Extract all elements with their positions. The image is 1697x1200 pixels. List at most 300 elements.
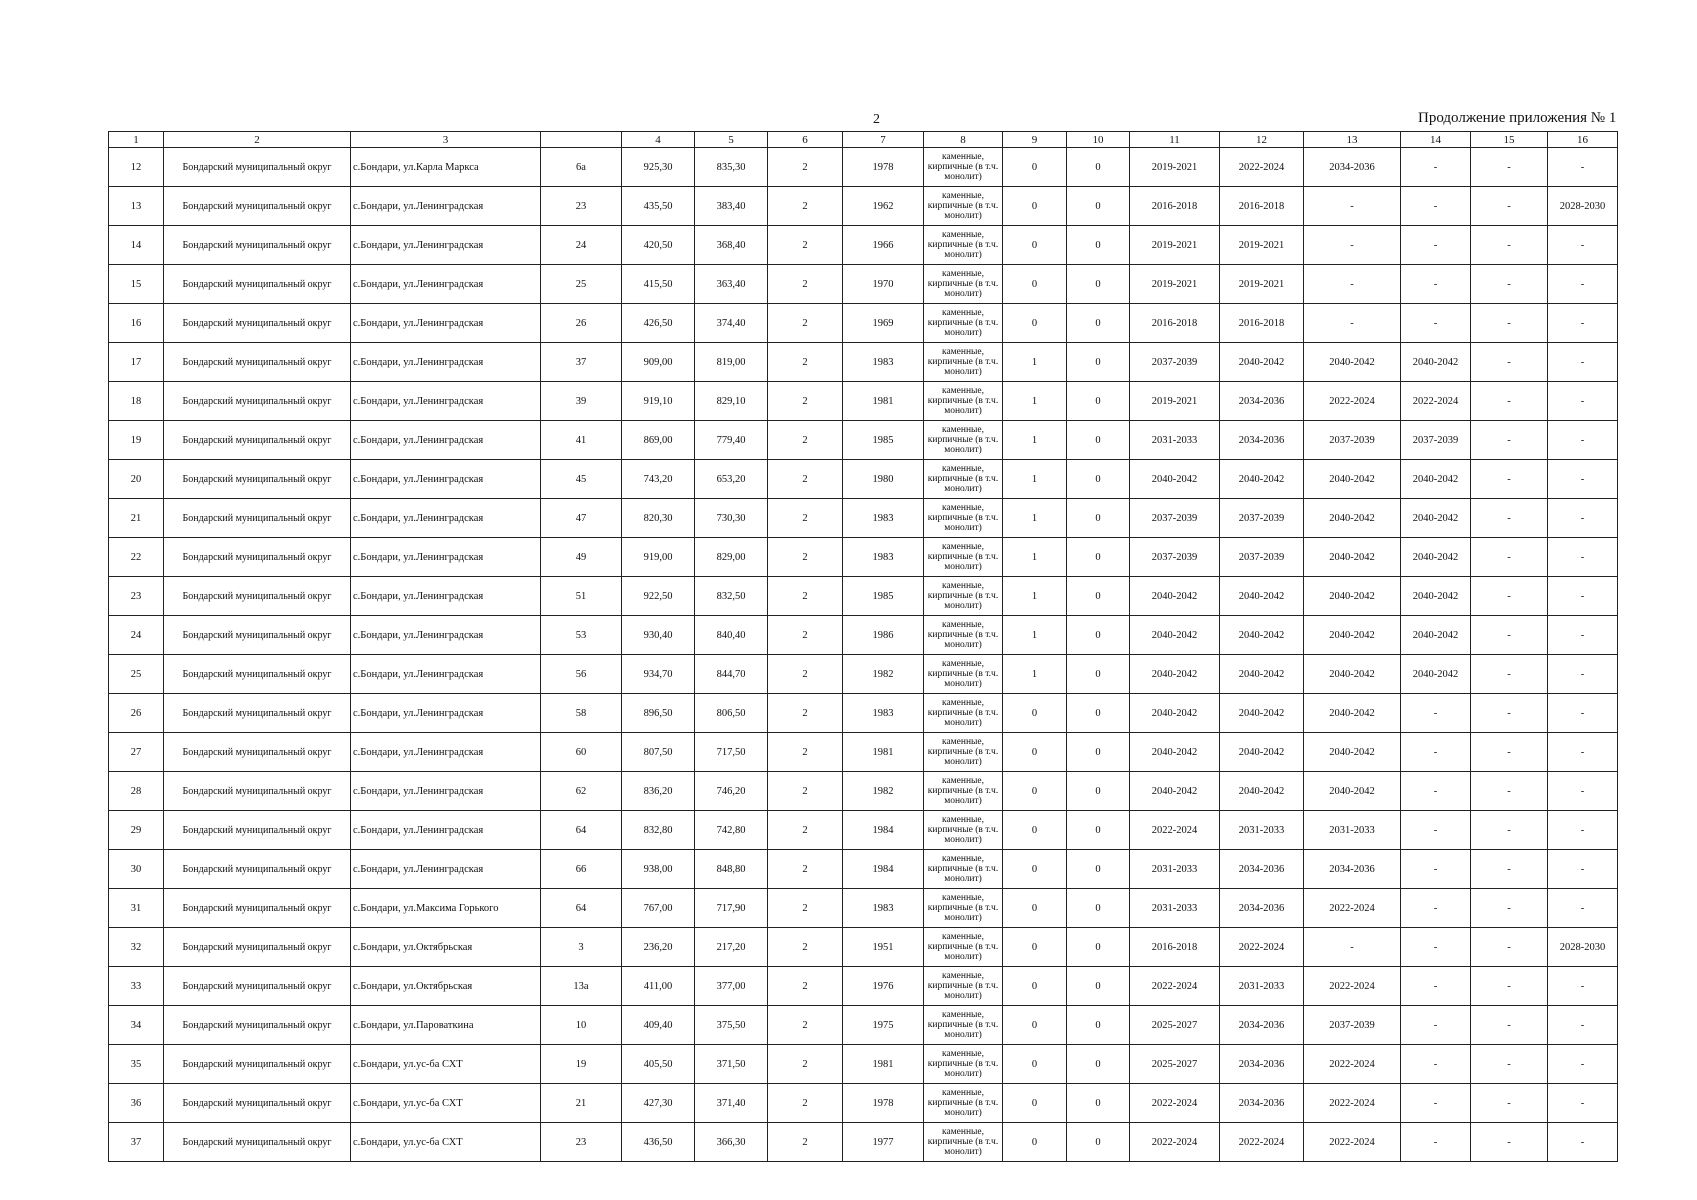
floors-cell: 2 xyxy=(768,967,843,1006)
col-15-cell: - xyxy=(1471,421,1548,460)
total-area-cell: 869,00 xyxy=(622,421,695,460)
floors-cell: 2 xyxy=(768,733,843,772)
col-10-cell: 0 xyxy=(1067,967,1130,1006)
living-area-cell: 375,50 xyxy=(695,1006,768,1045)
col-12-cell: 2031-2033 xyxy=(1220,967,1304,1006)
living-area-cell: 371,40 xyxy=(695,1084,768,1123)
col-11-cell: 2031-2033 xyxy=(1130,421,1220,460)
col-12-cell: 2022-2024 xyxy=(1220,148,1304,187)
col-13-cell: 2031-2033 xyxy=(1304,811,1401,850)
floors-cell: 2 xyxy=(768,616,843,655)
total-area-cell: 938,00 xyxy=(622,850,695,889)
wall-material-cell: каменные, кирпичные (в т.ч. монолит) xyxy=(924,538,1003,577)
col-9-cell: 1 xyxy=(1003,577,1067,616)
col-12-cell: 2040-2042 xyxy=(1220,694,1304,733)
district-cell: Бондарский муниципальный округ xyxy=(164,850,351,889)
col-11-cell: 2040-2042 xyxy=(1130,772,1220,811)
col-15-cell: - xyxy=(1471,967,1548,1006)
col-12-cell: 2016-2018 xyxy=(1220,304,1304,343)
district-cell: Бондарский муниципальный округ xyxy=(164,304,351,343)
col-14-cell: 2040-2042 xyxy=(1401,460,1471,499)
col-16-cell: - xyxy=(1548,382,1618,421)
col-11-cell: 2037-2039 xyxy=(1130,499,1220,538)
col-9-cell: 0 xyxy=(1003,928,1067,967)
floors-cell: 2 xyxy=(768,187,843,226)
col-13-cell: 2040-2042 xyxy=(1304,772,1401,811)
col-13-cell: - xyxy=(1304,304,1401,343)
floors-cell: 2 xyxy=(768,421,843,460)
wall-material-cell: каменные, кирпичные (в т.ч. монолит) xyxy=(924,772,1003,811)
year-built-cell: 1962 xyxy=(843,187,924,226)
address-cell: с.Бондари, ул.Ленинградская xyxy=(351,772,541,811)
col-9-cell: 0 xyxy=(1003,694,1067,733)
col-11-cell: 2040-2042 xyxy=(1130,733,1220,772)
column-header: 3 xyxy=(351,132,541,148)
wall-material-cell: каменные, кирпичные (в т.ч. монолит) xyxy=(924,187,1003,226)
column-header: 14 xyxy=(1401,132,1471,148)
wall-material-cell: каменные, кирпичные (в т.ч. монолит) xyxy=(924,1045,1003,1084)
col-15-cell: - xyxy=(1471,343,1548,382)
col-14-cell: - xyxy=(1401,850,1471,889)
col-14-cell: - xyxy=(1401,811,1471,850)
year-built-cell: 1981 xyxy=(843,1045,924,1084)
col-15-cell: - xyxy=(1471,187,1548,226)
district-cell: Бондарский муниципальный округ xyxy=(164,1045,351,1084)
col-9-cell: 0 xyxy=(1003,1084,1067,1123)
year-built-cell: 1969 xyxy=(843,304,924,343)
address-cell: с.Бондари, ул.Ленинградская xyxy=(351,343,541,382)
col-11-cell: 2040-2042 xyxy=(1130,616,1220,655)
col-11-cell: 2037-2039 xyxy=(1130,343,1220,382)
floors-cell: 2 xyxy=(768,811,843,850)
floors-cell: 2 xyxy=(768,226,843,265)
col-15-cell: - xyxy=(1471,1045,1548,1084)
col-9-cell: 0 xyxy=(1003,1123,1067,1162)
year-built-cell: 1978 xyxy=(843,1084,924,1123)
col-10-cell: 0 xyxy=(1067,265,1130,304)
col-12-cell: 2037-2039 xyxy=(1220,538,1304,577)
page-number: 2 xyxy=(873,112,880,127)
col-9-cell: 0 xyxy=(1003,772,1067,811)
col-11-cell: 2022-2024 xyxy=(1130,967,1220,1006)
address-cell: с.Бондари, ул.Ленинградская xyxy=(351,460,541,499)
house-number-cell: 51 xyxy=(541,577,622,616)
row-number-cell: 24 xyxy=(109,616,164,655)
living-area-cell: 848,80 xyxy=(695,850,768,889)
living-area-cell: 829,00 xyxy=(695,538,768,577)
total-area-cell: 807,50 xyxy=(622,733,695,772)
house-number-cell: 64 xyxy=(541,811,622,850)
row-number-cell: 20 xyxy=(109,460,164,499)
total-area-cell: 427,30 xyxy=(622,1084,695,1123)
col-16-cell: - xyxy=(1548,967,1618,1006)
col-12-cell: 2040-2042 xyxy=(1220,577,1304,616)
year-built-cell: 1985 xyxy=(843,421,924,460)
col-14-cell: 2040-2042 xyxy=(1401,616,1471,655)
year-built-cell: 1970 xyxy=(843,265,924,304)
row-number-cell: 22 xyxy=(109,538,164,577)
col-12-cell: 2034-2036 xyxy=(1220,889,1304,928)
col-10-cell: 0 xyxy=(1067,733,1130,772)
col-9-cell: 1 xyxy=(1003,343,1067,382)
wall-material-cell: каменные, кирпичные (в т.ч. монолит) xyxy=(924,889,1003,928)
wall-material-cell: каменные, кирпичные (в т.ч. монолит) xyxy=(924,1006,1003,1045)
col-13-cell: 2037-2039 xyxy=(1304,1006,1401,1045)
col-13-cell: 2022-2024 xyxy=(1304,889,1401,928)
table-row xyxy=(109,1006,1618,1045)
col-9-cell: 1 xyxy=(1003,460,1067,499)
col-16-cell: - xyxy=(1548,265,1618,304)
living-area-cell: 779,40 xyxy=(695,421,768,460)
col-12-cell: 2022-2024 xyxy=(1220,928,1304,967)
wall-material-cell: каменные, кирпичные (в т.ч. монолит) xyxy=(924,148,1003,187)
wall-material-cell: каменные, кирпичные (в т.ч. монолит) xyxy=(924,811,1003,850)
address-cell: с.Бондари, ул.Ленинградская xyxy=(351,421,541,460)
col-16-cell: - xyxy=(1548,499,1618,538)
col-13-cell: 2037-2039 xyxy=(1304,421,1401,460)
table-row xyxy=(109,616,1618,655)
col-13-cell: 2040-2042 xyxy=(1304,694,1401,733)
col-13-cell: 2022-2024 xyxy=(1304,1123,1401,1162)
col-15-cell: - xyxy=(1471,928,1548,967)
wall-material-cell: каменные, кирпичные (в т.ч. монолит) xyxy=(924,967,1003,1006)
year-built-cell: 1984 xyxy=(843,811,924,850)
col-16-cell: - xyxy=(1548,733,1618,772)
address-cell: с.Бондари, ул.ус-ба СХТ xyxy=(351,1123,541,1162)
year-built-cell: 1982 xyxy=(843,772,924,811)
col-11-cell: 2031-2033 xyxy=(1130,889,1220,928)
col-11-cell: 2016-2018 xyxy=(1130,928,1220,967)
col-16-cell: - xyxy=(1548,343,1618,382)
col-16-cell: - xyxy=(1548,772,1618,811)
col-11-cell: 2019-2021 xyxy=(1130,265,1220,304)
col-14-cell: 2040-2042 xyxy=(1401,499,1471,538)
col-10-cell: 0 xyxy=(1067,187,1130,226)
row-number-cell: 27 xyxy=(109,733,164,772)
address-cell: с.Бондари, ул.Пароваткина xyxy=(351,1006,541,1045)
house-number-cell: 23 xyxy=(541,187,622,226)
floors-cell: 2 xyxy=(768,655,843,694)
col-12-cell: 2040-2042 xyxy=(1220,733,1304,772)
living-area-cell: 844,70 xyxy=(695,655,768,694)
house-number-cell: 10 xyxy=(541,1006,622,1045)
table-row xyxy=(109,733,1618,772)
housing-table xyxy=(108,131,1618,1162)
living-area-cell: 371,50 xyxy=(695,1045,768,1084)
col-14-cell: - xyxy=(1401,187,1471,226)
col-10-cell: 0 xyxy=(1067,538,1130,577)
house-number-cell: 41 xyxy=(541,421,622,460)
col-14-cell: - xyxy=(1401,1006,1471,1045)
col-13-cell: - xyxy=(1304,265,1401,304)
col-11-cell: 2022-2024 xyxy=(1130,811,1220,850)
row-number-cell: 28 xyxy=(109,772,164,811)
table-row xyxy=(109,421,1618,460)
column-header: 4 xyxy=(622,132,695,148)
wall-material-cell: каменные, кирпичные (в т.ч. монолит) xyxy=(924,655,1003,694)
col-15-cell: - xyxy=(1471,226,1548,265)
total-area-cell: 919,00 xyxy=(622,538,695,577)
table-row xyxy=(109,460,1618,499)
floors-cell: 2 xyxy=(768,694,843,733)
house-number-cell: 45 xyxy=(541,460,622,499)
col-14-cell: - xyxy=(1401,265,1471,304)
house-number-cell: 37 xyxy=(541,343,622,382)
house-number-cell: 64 xyxy=(541,889,622,928)
col-11-cell: 2019-2021 xyxy=(1130,226,1220,265)
col-13-cell: 2022-2024 xyxy=(1304,967,1401,1006)
house-number-cell: 39 xyxy=(541,382,622,421)
col-11-cell: 2040-2042 xyxy=(1130,694,1220,733)
col-13-cell: 2022-2024 xyxy=(1304,1045,1401,1084)
col-15-cell: - xyxy=(1471,616,1548,655)
col-15-cell: - xyxy=(1471,499,1548,538)
house-number-cell: 21 xyxy=(541,1084,622,1123)
table-row xyxy=(109,928,1618,967)
floors-cell: 2 xyxy=(768,1006,843,1045)
living-area-cell: 840,40 xyxy=(695,616,768,655)
district-cell: Бондарский муниципальный округ xyxy=(164,499,351,538)
col-14-cell: 2022-2024 xyxy=(1401,382,1471,421)
district-cell: Бондарский муниципальный округ xyxy=(164,967,351,1006)
col-11-cell: 2022-2024 xyxy=(1130,1084,1220,1123)
col-13-cell: 2034-2036 xyxy=(1304,850,1401,889)
living-area-cell: 806,50 xyxy=(695,694,768,733)
address-cell: с.Бондари, ул.Ленинградская xyxy=(351,265,541,304)
house-number-cell: 53 xyxy=(541,616,622,655)
living-area-cell: 377,00 xyxy=(695,967,768,1006)
year-built-cell: 1983 xyxy=(843,499,924,538)
total-area-cell: 934,70 xyxy=(622,655,695,694)
district-cell: Бондарский муниципальный округ xyxy=(164,577,351,616)
year-built-cell: 1983 xyxy=(843,538,924,577)
total-area-cell: 836,20 xyxy=(622,772,695,811)
col-10-cell: 0 xyxy=(1067,1084,1130,1123)
col-14-cell: 2037-2039 xyxy=(1401,421,1471,460)
col-10-cell: 0 xyxy=(1067,421,1130,460)
district-cell: Бондарский муниципальный округ xyxy=(164,343,351,382)
row-number-cell: 13 xyxy=(109,187,164,226)
col-14-cell: 2040-2042 xyxy=(1401,538,1471,577)
col-10-cell: 0 xyxy=(1067,772,1130,811)
column-header: 1 xyxy=(109,132,164,148)
district-cell: Бондарский муниципальный округ xyxy=(164,538,351,577)
col-9-cell: 0 xyxy=(1003,889,1067,928)
floors-cell: 2 xyxy=(768,499,843,538)
col-16-cell: - xyxy=(1548,1123,1618,1162)
col-13-cell: 2040-2042 xyxy=(1304,343,1401,382)
district-cell: Бондарский муниципальный округ xyxy=(164,694,351,733)
col-9-cell: 0 xyxy=(1003,967,1067,1006)
year-built-cell: 1983 xyxy=(843,889,924,928)
row-number-cell: 16 xyxy=(109,304,164,343)
col-10-cell: 0 xyxy=(1067,343,1130,382)
year-built-cell: 1980 xyxy=(843,460,924,499)
col-12-cell: 2040-2042 xyxy=(1220,772,1304,811)
total-area-cell: 820,30 xyxy=(622,499,695,538)
col-15-cell: - xyxy=(1471,1006,1548,1045)
col-14-cell: - xyxy=(1401,1045,1471,1084)
wall-material-cell: каменные, кирпичные (в т.ч. монолит) xyxy=(924,460,1003,499)
year-built-cell: 1984 xyxy=(843,850,924,889)
col-9-cell: 0 xyxy=(1003,1045,1067,1084)
col-15-cell: - xyxy=(1471,811,1548,850)
col-16-cell: - xyxy=(1548,421,1618,460)
address-cell: с.Бондари, ул.Ленинградская xyxy=(351,616,541,655)
year-built-cell: 1977 xyxy=(843,1123,924,1162)
table-row xyxy=(109,889,1618,928)
col-12-cell: 2040-2042 xyxy=(1220,460,1304,499)
wall-material-cell: каменные, кирпичные (в т.ч. монолит) xyxy=(924,733,1003,772)
district-cell: Бондарский муниципальный округ xyxy=(164,811,351,850)
col-12-cell: 2016-2018 xyxy=(1220,187,1304,226)
column-header: 15 xyxy=(1471,132,1548,148)
total-area-cell: 925,30 xyxy=(622,148,695,187)
floors-cell: 2 xyxy=(768,1123,843,1162)
col-15-cell: - xyxy=(1471,850,1548,889)
living-area-cell: 366,30 xyxy=(695,1123,768,1162)
row-number-cell: 37 xyxy=(109,1123,164,1162)
address-cell: с.Бондари, ул.Ленинградская xyxy=(351,733,541,772)
year-built-cell: 1978 xyxy=(843,148,924,187)
district-cell: Бондарский муниципальный округ xyxy=(164,148,351,187)
col-9-cell: 1 xyxy=(1003,382,1067,421)
col-11-cell: 2025-2027 xyxy=(1130,1045,1220,1084)
table-row xyxy=(109,1084,1618,1123)
col-10-cell: 0 xyxy=(1067,499,1130,538)
house-number-cell: 19 xyxy=(541,1045,622,1084)
col-9-cell: 1 xyxy=(1003,655,1067,694)
house-number-cell: 66 xyxy=(541,850,622,889)
col-10-cell: 0 xyxy=(1067,226,1130,265)
col-9-cell: 1 xyxy=(1003,421,1067,460)
col-12-cell: 2019-2021 xyxy=(1220,226,1304,265)
col-10-cell: 0 xyxy=(1067,460,1130,499)
col-15-cell: - xyxy=(1471,889,1548,928)
col-9-cell: 0 xyxy=(1003,850,1067,889)
living-area-cell: 829,10 xyxy=(695,382,768,421)
column-header: 9 xyxy=(1003,132,1067,148)
total-area-cell: 832,80 xyxy=(622,811,695,850)
col-12-cell: 2031-2033 xyxy=(1220,811,1304,850)
row-number-cell: 30 xyxy=(109,850,164,889)
total-area-cell: 415,50 xyxy=(622,265,695,304)
address-cell: с.Бондари, ул.Ленинградская xyxy=(351,226,541,265)
col-11-cell: 2040-2042 xyxy=(1130,577,1220,616)
table-row xyxy=(109,772,1618,811)
address-cell: с.Бондари, ул.Ленинградская xyxy=(351,694,541,733)
col-14-cell: 2040-2042 xyxy=(1401,343,1471,382)
total-area-cell: 435,50 xyxy=(622,187,695,226)
living-area-cell: 217,20 xyxy=(695,928,768,967)
table-row xyxy=(109,343,1618,382)
table-row xyxy=(109,694,1618,733)
col-10-cell: 0 xyxy=(1067,1006,1130,1045)
row-number-cell: 35 xyxy=(109,1045,164,1084)
address-cell: с.Бондари, ул.Ленинградская xyxy=(351,538,541,577)
wall-material-cell: каменные, кирпичные (в т.ч. монолит) xyxy=(924,1123,1003,1162)
col-16-cell: - xyxy=(1548,226,1618,265)
table-row xyxy=(109,577,1618,616)
wall-material-cell: каменные, кирпичные (в т.ч. монолит) xyxy=(924,694,1003,733)
year-built-cell: 1983 xyxy=(843,694,924,733)
table-row xyxy=(109,967,1618,1006)
year-built-cell: 1975 xyxy=(843,1006,924,1045)
col-14-cell: - xyxy=(1401,148,1471,187)
col-12-cell: 2040-2042 xyxy=(1220,655,1304,694)
col-9-cell: 1 xyxy=(1003,499,1067,538)
col-14-cell: - xyxy=(1401,772,1471,811)
col-16-cell: - xyxy=(1548,148,1618,187)
row-number-cell: 29 xyxy=(109,811,164,850)
wall-material-cell: каменные, кирпичные (в т.ч. монолит) xyxy=(924,1084,1003,1123)
row-number-cell: 32 xyxy=(109,928,164,967)
year-built-cell: 1985 xyxy=(843,577,924,616)
floors-cell: 2 xyxy=(768,577,843,616)
col-13-cell: 2022-2024 xyxy=(1304,382,1401,421)
total-area-cell: 236,20 xyxy=(622,928,695,967)
living-area-cell: 835,30 xyxy=(695,148,768,187)
address-cell: с.Бондари, ул.Ленинградская xyxy=(351,382,541,421)
district-cell: Бондарский муниципальный округ xyxy=(164,382,351,421)
col-12-cell: 2022-2024 xyxy=(1220,1123,1304,1162)
col-13-cell: 2040-2042 xyxy=(1304,499,1401,538)
row-number-cell: 26 xyxy=(109,694,164,733)
floors-cell: 2 xyxy=(768,265,843,304)
col-12-cell: 2034-2036 xyxy=(1220,1006,1304,1045)
wall-material-cell: каменные, кирпичные (в т.ч. монолит) xyxy=(924,421,1003,460)
table-row xyxy=(109,850,1618,889)
total-area-cell: 930,40 xyxy=(622,616,695,655)
total-area-cell: 743,20 xyxy=(622,460,695,499)
col-9-cell: 0 xyxy=(1003,304,1067,343)
wall-material-cell: каменные, кирпичные (в т.ч. монолит) xyxy=(924,382,1003,421)
col-10-cell: 0 xyxy=(1067,850,1130,889)
floors-cell: 2 xyxy=(768,148,843,187)
wall-material-cell: каменные, кирпичные (в т.ч. монолит) xyxy=(924,304,1003,343)
year-built-cell: 1976 xyxy=(843,967,924,1006)
floors-cell: 2 xyxy=(768,460,843,499)
row-number-cell: 25 xyxy=(109,655,164,694)
col-15-cell: - xyxy=(1471,733,1548,772)
col-10-cell: 0 xyxy=(1067,616,1130,655)
col-16-cell: - xyxy=(1548,577,1618,616)
total-area-cell: 896,50 xyxy=(622,694,695,733)
row-number-cell: 14 xyxy=(109,226,164,265)
district-cell: Бондарский муниципальный округ xyxy=(164,928,351,967)
column-header xyxy=(541,132,622,148)
col-10-cell: 0 xyxy=(1067,1045,1130,1084)
col-12-cell: 2034-2036 xyxy=(1220,1045,1304,1084)
col-14-cell: - xyxy=(1401,304,1471,343)
address-cell: с.Бондари, ул.ус-ба СХТ xyxy=(351,1045,541,1084)
total-area-cell: 909,00 xyxy=(622,343,695,382)
col-11-cell: 2019-2021 xyxy=(1130,382,1220,421)
total-area-cell: 420,50 xyxy=(622,226,695,265)
year-built-cell: 1983 xyxy=(843,343,924,382)
living-area-cell: 374,40 xyxy=(695,304,768,343)
table-row xyxy=(109,538,1618,577)
year-built-cell: 1986 xyxy=(843,616,924,655)
col-16-cell: - xyxy=(1548,694,1618,733)
living-area-cell: 832,50 xyxy=(695,577,768,616)
col-15-cell: - xyxy=(1471,1123,1548,1162)
floors-cell: 2 xyxy=(768,304,843,343)
col-15-cell: - xyxy=(1471,1084,1548,1123)
house-number-cell: 23 xyxy=(541,1123,622,1162)
house-number-cell: 60 xyxy=(541,733,622,772)
wall-material-cell: каменные, кирпичные (в т.ч. монолит) xyxy=(924,616,1003,655)
